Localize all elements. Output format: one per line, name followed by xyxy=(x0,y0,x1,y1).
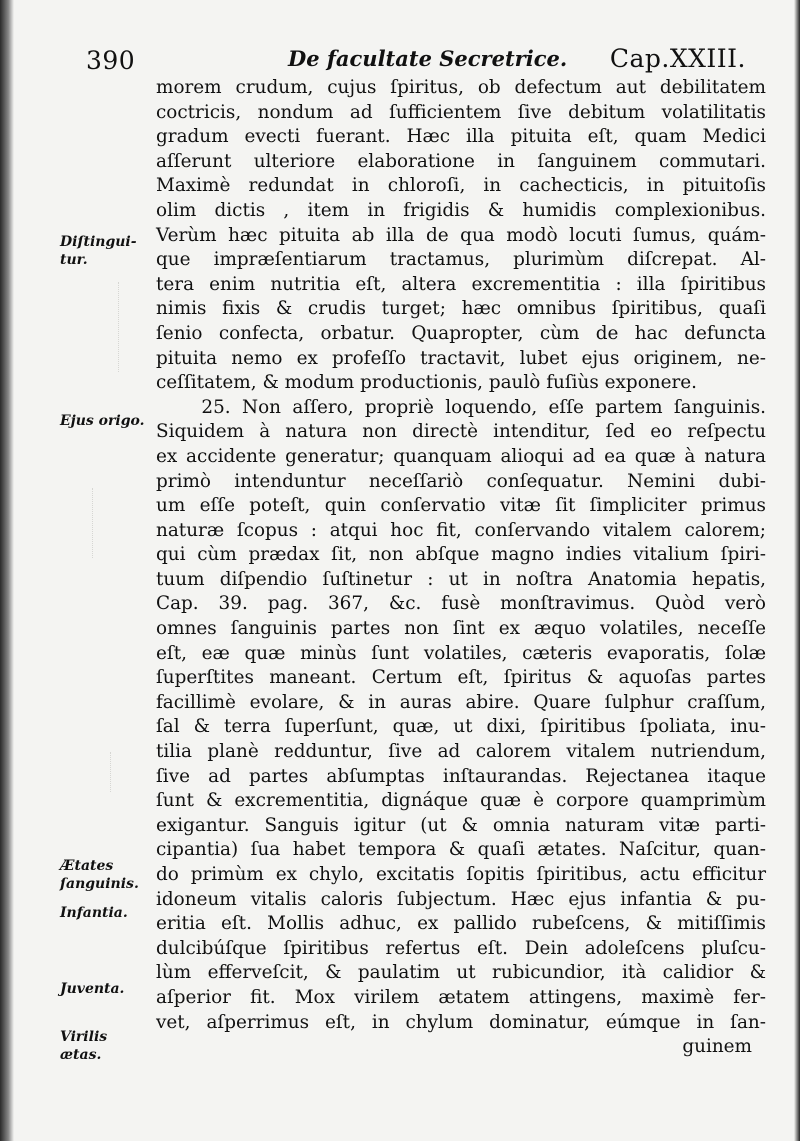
margin-note-line: Diſtingui- xyxy=(60,234,137,250)
text-line: Siquidem à natura non directè intenditur, ſed eo reſpectu xyxy=(156,421,766,443)
text-line: dulcibúſque ſpiritibus refertus eſt. Dein adoleſcens pluſcu- xyxy=(156,937,766,959)
margin-note-line: Ætates xyxy=(60,858,114,874)
margin-note-infantia xyxy=(60,904,128,922)
text-line: ceſſitatem, & modum productionis, paulò fuſiùs exponere. xyxy=(156,372,698,394)
margin-note-ejus-origo xyxy=(60,412,144,430)
text-line: pituita nemo ex profeſſo tractavit, lubet ejus originem, ne- xyxy=(156,347,766,369)
text-line: ſuperſtites maneant. Certum eſt, ſpiritus & aquoſas partes xyxy=(156,667,766,689)
text-line: morem crudum, cujus ſpiritus, ob defectum aut debilitatem xyxy=(156,77,766,98)
show-through-ghost xyxy=(92,488,153,558)
text-line: nimis fixis & crudis turget; hæc omnibus ſpiritibus, quaſi xyxy=(156,298,766,320)
text-line: aſſerunt ulteriore elaboratione in ſanguinem commutari. xyxy=(156,150,766,172)
text-line: primò intenduntur neceſſariò conſequatur. Nemini dubi- xyxy=(156,470,766,492)
margin-note-juventa xyxy=(60,980,124,998)
text-line: facillimè evolare, & in auras abire. Quare ſulphur craſſum, xyxy=(156,691,766,713)
text-line: lùm efferveſcit, & paulatim ut rubicundior, ità calidior & xyxy=(156,962,766,984)
text-line: tera enim nutritia eſt, altera excrementitia : illa ſpiritibus xyxy=(156,273,766,295)
margin-note-line: Ejus origo. xyxy=(60,413,145,429)
text-line: idoneum vitalis caloris ſubjectum. Hæc ejus infantia & pu- xyxy=(156,888,766,910)
text-line: ſive ad partes abſumptas inſtaurandas. Rejectanea itaque xyxy=(156,765,766,787)
text-line: Maximè redundat in chloroſi, in cachecticis, in pituitoſis xyxy=(156,175,766,197)
text-line: 25. Non aſſero, propriè loquendo, eſſe partem ſanguinis. xyxy=(156,396,766,418)
chapter-label: Cap.XXIII. xyxy=(609,44,746,73)
text-line: eritia eſt. Mollis adhuc, ex pallido rubeſcens, & mitiſſimis xyxy=(156,913,766,935)
body-text xyxy=(156,76,766,1060)
text-line: aſperior fit. Mox virilem ætatem attingens, maximè fer- xyxy=(156,986,766,1008)
text-line: cipantia) ſua habet tempora & quaſi ætates. Naſcitur, quan- xyxy=(156,839,766,861)
text-line: tuum diſpendio ſuſtinetur : ut in noſtra Anatomia hepatis, xyxy=(156,568,766,590)
text-line: coctricis, nondum ad ſufficientem ſive debitum volatilitatis xyxy=(156,101,766,123)
running-title: De facultate Secretrice. xyxy=(288,46,568,71)
show-through-ghost xyxy=(110,752,155,792)
margin-note-line: Juventa. xyxy=(60,981,125,997)
text-line: gradum evecti fuerant. Hæc illa pituita eſt, quam Medici xyxy=(156,126,766,148)
text-line: um eſſe poteſt, quin conſervatio vitæ ſit ſimpliciter primus xyxy=(156,495,766,517)
text-line: qui cùm prædax ſit, non abſque magno indies vitalium ſpiri- xyxy=(156,544,766,566)
margin-note-line: Virilis xyxy=(60,1029,108,1045)
text-line: omnes ſanguinis partes non ſint ex æquo volatiles, neceſſe xyxy=(156,618,766,640)
margin-note-distinguitur xyxy=(60,233,137,269)
text-line: tilia planè redduntur, ſive ad calorem vitalem nutriendum, xyxy=(156,741,766,763)
margin-note-line: Infantia. xyxy=(60,905,128,921)
text-line: vet, aſperrimus eſt, in chylum dominatur, eúmque in ſan- xyxy=(156,1011,766,1033)
margin-note-line: ætas. xyxy=(60,1047,102,1063)
text-line: exigantur. Sanguis igitur (ut & omnia naturam vitæ parti- xyxy=(156,814,766,836)
text-line: que impræſentiarum tractamus, plurimùm diſcrepat. Al- xyxy=(156,249,766,271)
text-line: ex accidente generatur; quanquam alioqui ad ea quæ à natura xyxy=(156,445,766,467)
text-line: ſenio confecta, orbatur. Quapropter, cùm de hac defuncta xyxy=(156,322,766,344)
margin-note-line: tur. xyxy=(60,252,88,268)
text-line: guinem xyxy=(682,1036,752,1058)
text-line: eſt, eæ quæ minùs ſunt volatiles, cæteris evaporatis, ſolæ xyxy=(156,642,766,664)
show-through-ghost xyxy=(118,282,155,372)
text-line: Verùm hæc pituita ab illa de qua modò locuti ſumus, quám- xyxy=(156,224,766,246)
text-line: ſal & terra ſuperſunt, quæ, ut dixi, ſpiritibus ſpoliata, inu- xyxy=(156,716,766,738)
text-line: naturæ ſcopus : atqui hoc fit, conſervando vitalem calorem; xyxy=(156,519,766,541)
margin-note-aetates xyxy=(60,857,139,893)
text-line: olim dictis , item in frigidis & humidis complexionibus. xyxy=(156,199,766,221)
page-number: 390 xyxy=(86,46,136,75)
margin-note-virilis xyxy=(60,1028,107,1064)
text-line: do primùm ex chylo, excitatis ſopitis ſpiritibus, actu efficitur xyxy=(156,864,766,885)
text-line: Cap. 39. pag. 367, &c. fusè monſtravimus. Quòd verò xyxy=(156,593,766,615)
text-line: ſunt & excrementitia, dignáque quæ è corpore quamprimùm xyxy=(156,790,766,812)
margin-note-line: ſanguinis. xyxy=(60,876,139,892)
